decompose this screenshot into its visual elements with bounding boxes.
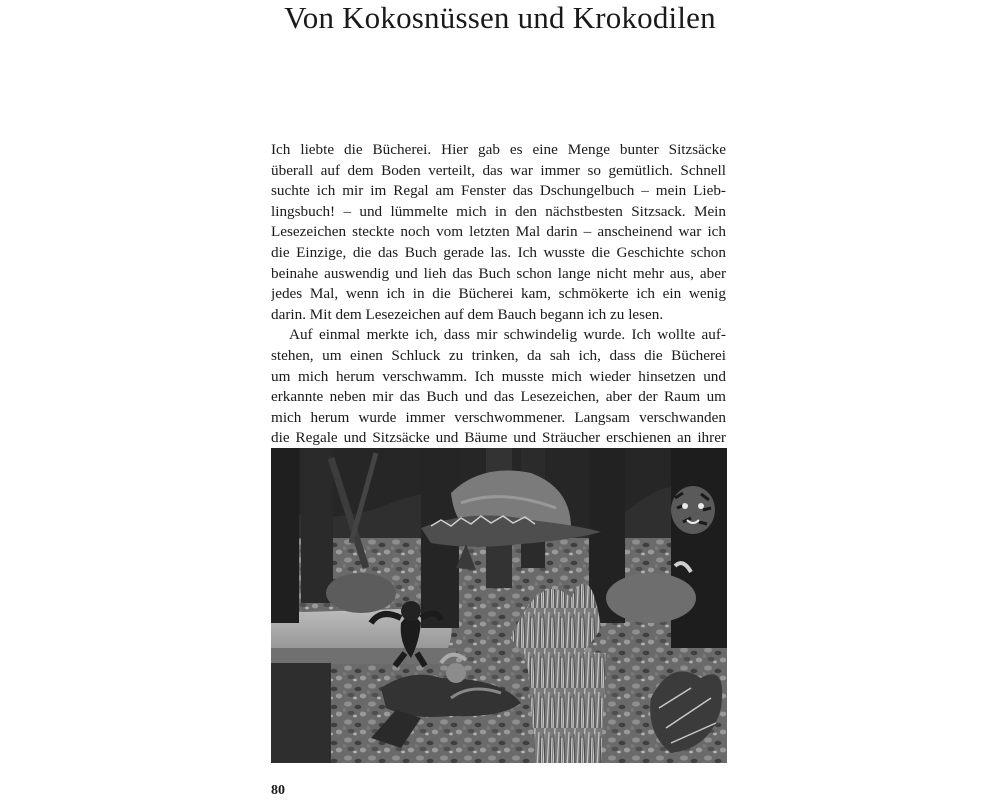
text-line: mich herum wurde immer verschwommener. Langsam verschwanden — [271, 408, 726, 426]
text-line: die Einzige, die das Buch gerade las. Ich wusste die Geschichte schon — [271, 243, 726, 261]
page-number: 80 — [271, 783, 285, 798]
text-line: suchte ich mir im Regal am Fenster das Dschungelbuch – mein Lieb- — [271, 182, 726, 200]
text-line: Auf einmal merkte ich, dass mir schwindelig wurde. Ich wollte auf- — [289, 326, 726, 344]
jungle-illustration — [271, 448, 727, 763]
text-line: die Regale und Sitzsäcke und Bäume und Sträucher erschienen an ihrer — [271, 429, 726, 447]
text-line: erkannte neben mir das Buch und das Lesezeichen, aber der Raum um — [271, 388, 726, 406]
text-line: Ich liebte die Bücherei. Hier gab es eine Menge bunter Sitzsäcke — [271, 141, 726, 158]
body-text — [271, 140, 726, 449]
text-line: jedes Mal, wenn ich in die Bücherei kam, schmökerte ich ein wenig — [271, 285, 726, 303]
text-line: lingsbuch! – und lümmelte mich in den nächstbesten Sitzsack. Mein — [271, 202, 726, 220]
chapter-title: Von Kokosnüssen und Krokodilen — [284, 0, 716, 35]
text-line: Lesezeichen steckte noch vom letzten Mal darin – anscheinend war ich — [271, 223, 726, 241]
text-line: stehen, um einen Schluck zu trinken, da sah ich, dass die Bücherei — [271, 346, 726, 364]
text-line: überall auf dem Boden verteilt, das war immer so gemütlich. Schnell — [271, 161, 726, 179]
text-line: um mich herum verschwamm. Ich musste mich wieder hinsetzen und — [271, 367, 726, 385]
text-line: darin. Mit dem Lesezeichen auf dem Bauch begann ich zu lesen. — [271, 305, 664, 323]
text-line: beinahe auswendig und lieh das Buch schon lange nicht mehr aus, aber — [271, 264, 726, 282]
